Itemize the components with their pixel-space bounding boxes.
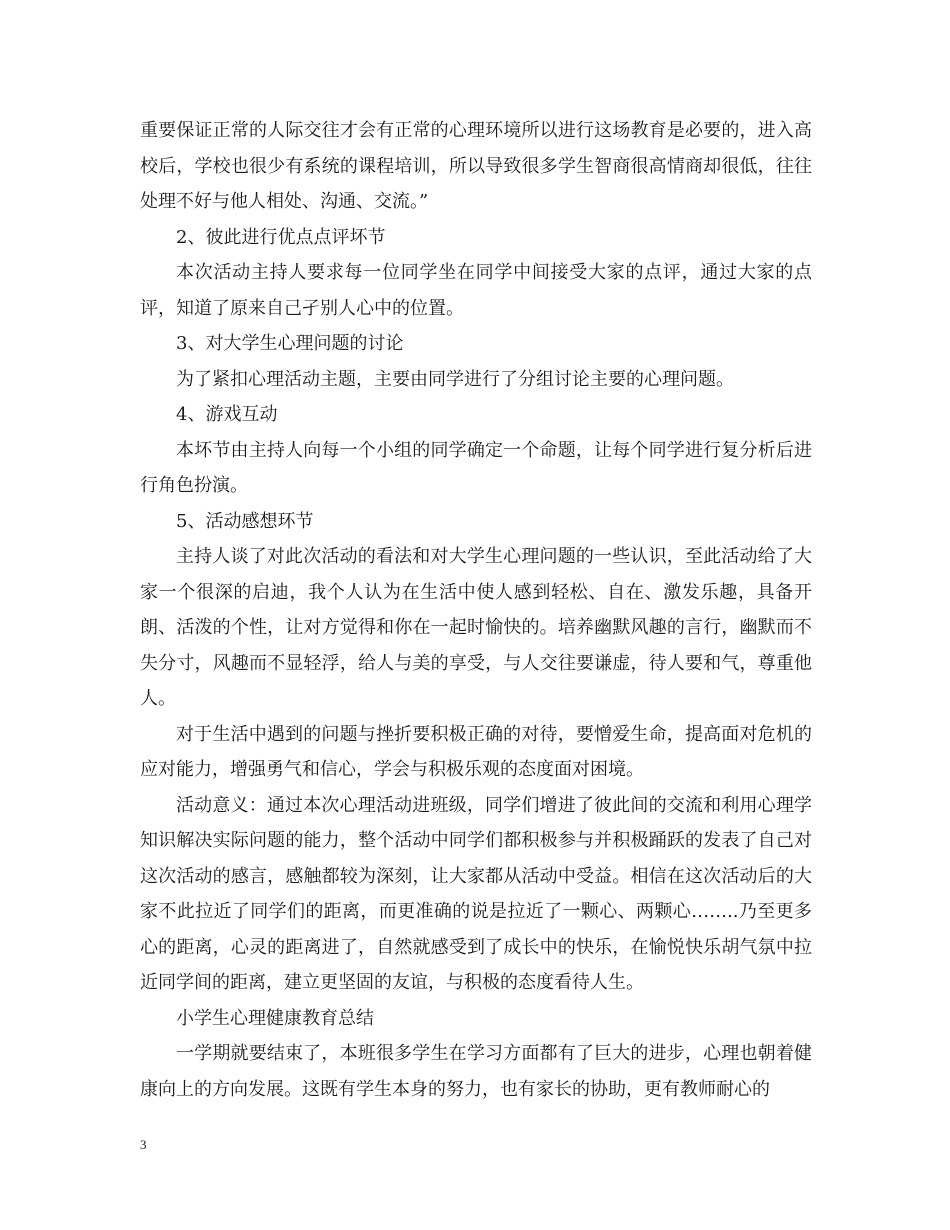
section-heading: 4、游戏互动 [176, 404, 278, 425]
section-heading: 小学生心理健康教育总结 [176, 1007, 374, 1029]
paragraph: 对于生活中遇到的问题与挫折要积极正确的对待，要憎爱生命，提高面对危机的应对能力，增强勇气和信心，学会与积极乐观的态度面对困境。 [140, 723, 812, 780]
document-body [140, 113, 812, 1107]
section-heading: 3、对大学生心理问题的讨论 [176, 333, 404, 354]
paragraph: 为了紧扣心理活动主题，主要由同学进行了分组讨论主要的心理问题。 [176, 368, 734, 390]
paragraph: 一学期就要结束了，本班很多学生在学习方面都有了巨大的进步，心理也朝着健康向上的方向发展。这既有学生本身的努力，也有家长的协助，更有教师耐心的 [140, 1043, 812, 1100]
paragraph: 重要保证正常的人际交往才会有正常的心理环境所以进行这场教育是必要的，进入高校后，学校也很少有系统的课程培训，所以导致很多学生智商很高情商却很低，往往处理不好与他人相处、沟通、交流。” [140, 120, 812, 212]
paragraph: 主持人谈了对此次活动的看法和对大学生心理问题的一些认识，至此活动给了大家一个很深的启迪，我个人认为在生活中使人感到轻松、自在、激发乐趣，具备开朗、活泼的个性，让对方觉得和你在一起时愉快的。培养幽默风趣的言行，幽默而不失分寸，风趣而不显轻浮，给人与美的享受，与人交往要谦虚，待人要和气，尊重他人。 [140, 546, 812, 709]
page-number: 3 [140, 1137, 147, 1152]
paragraph: 本次活动主持人要求每一位同学坐在同学中间接受大家的点评，通过大家的点评，知道了原来自己孑别人心中的位置。 [140, 262, 812, 319]
section-heading: 5、活动感想环节 [176, 510, 314, 532]
section-heading: 2、彼此进行优点点评坏节 [176, 226, 386, 248]
paragraph: 活动意义：通过本次心理活动进班级，同学们增进了彼此间的交流和利用心理学知识解决实际问题的能力，整个活动中同学们都积极参与并积极踊跃的发表了自己对这次活动的感言，感触都较为深刻，让大家都从活动中受益。相信在这次活动后的大家不此拉近了同学们的距离，而更准确的说是拉近了一颗心、两颗心……..乃至更多心的距离，心灵的距离进了，自然就感受到了成长中的快乐，在愉悦快乐胡气氛中拉近同学间的距离，建立更坚固的友谊，与积极的态度看待人生。 [140, 794, 812, 993]
paragraph: 本坏节由主持人向每一个小组的同学确定一个命题，让每个同学进行复分析后进行角色扮演。 [140, 439, 812, 496]
